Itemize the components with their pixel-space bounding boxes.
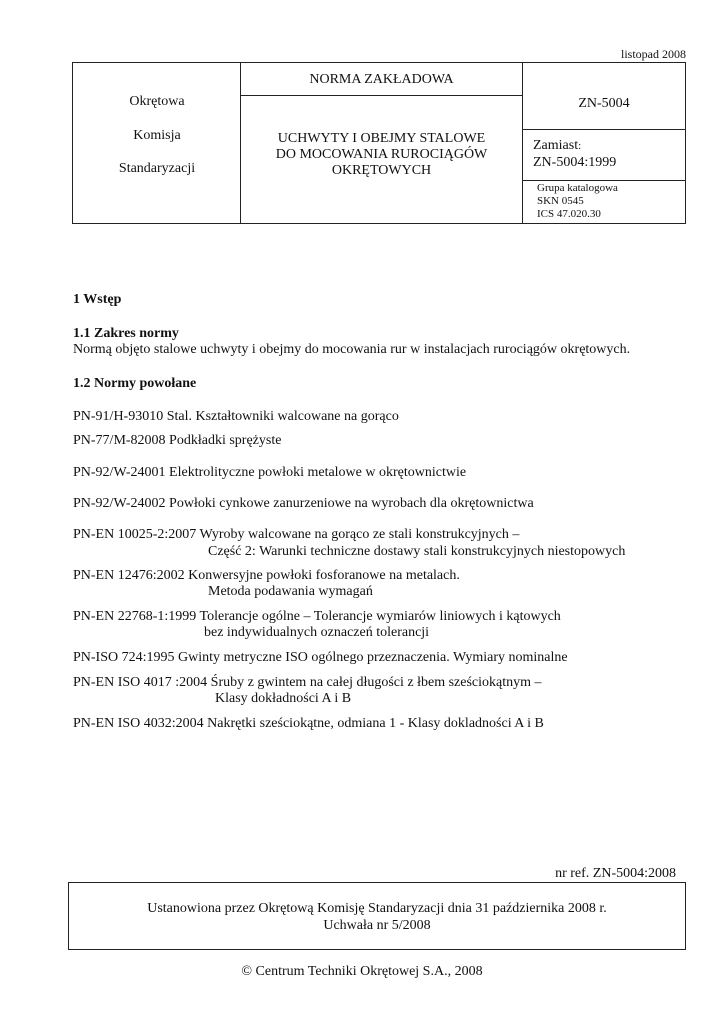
norma-label: NORMA ZAKŁADOWA <box>241 63 522 96</box>
norm-reference: PN-EN 22768-1:1999 Tolerancje ogólne – Tolerancje wymiarów liniowych i kątowych <box>73 609 561 624</box>
catalog-skn: SKN 0545 <box>537 195 584 207</box>
document-title-line: UCHWYTY I OBEJMY STALOWE <box>277 131 486 146</box>
norm-reference: PN-91/H-93010 Stal. Kształtowniki walcowane na gorąco <box>73 409 399 424</box>
organization-cell <box>73 63 241 223</box>
approval-box <box>68 882 686 950</box>
norm-reference: PN-77/M-82008 Podkładki sprężyste <box>73 433 282 448</box>
replaces-label: Zamiast: <box>533 138 582 153</box>
norm-reference: PN-ISO 724:1995 Gwinty metryczne ISO ogólnego przeznaczenia. Wymiary nominalne <box>73 650 568 665</box>
catalog-group-label: Grupa katalogowa <box>537 182 618 194</box>
norm-reference-continuation: Metoda podawania wymagań <box>208 584 373 599</box>
title-cell <box>241 63 523 223</box>
scope-text: Normą objęto stalowe uchwyty i obejmy do mocowania rur w instalacjach rurociągów okrętowych. <box>73 342 631 357</box>
document-title-line: DO MOCOWANIA RUROCIĄGÓW <box>275 147 488 162</box>
reference-number: nr ref. ZN-5004:2008 <box>555 866 676 881</box>
approval-line: Ustanowiona przez Okrętową Komisję Standaryzacji dnia 31 października 2008 r. <box>147 901 607 916</box>
replaces-box <box>523 129 685 181</box>
catalog-ics: ICS 47.020.30 <box>537 208 601 220</box>
copyright: © Centrum Techniki Okrętowej S.A., 2008 <box>241 964 483 979</box>
norm-reference: PN-EN 10025-2:2007 Wyroby walcowane na gorąco ze stali konstrukcyjnych – <box>73 527 520 542</box>
norm-reference: PN-92/W-24001 Elektrolityczne powłoki metalowe w okrętownictwie <box>73 465 467 480</box>
norm-reference: PN-EN ISO 4032:2004 Nakrętki sześciokątne, odmiana 1 - Klasy dokladności A i B <box>73 716 544 731</box>
norm-reference-continuation: bez indywidualnych oznaczeń tolerancji <box>204 625 430 640</box>
organization-line: Standaryzacji <box>118 161 196 176</box>
norm-reference-continuation: Klasy dokładności A i B <box>215 691 352 706</box>
norm-reference: PN-EN ISO 4017 :2004 Śruby z gwintem na całej długości z łbem sześciokątnym – <box>73 675 542 690</box>
replaces-value: ZN-5004:1999 <box>533 155 617 170</box>
section-heading: 1.1 Zakres normy <box>73 326 179 341</box>
norm-reference: PN-92/W-24002 Powłoki cynkowe zanurzeniowe na wyrobach dla okrętownictwa <box>73 496 534 511</box>
section-heading: 1 Wstęp <box>73 292 122 307</box>
document-title-line: OKRĘTOWYCH <box>331 163 432 178</box>
resolution-line: Uchwała nr 5/2008 <box>323 918 431 933</box>
number-cell <box>523 63 685 223</box>
norm-reference-continuation: Część 2: Warunki techniczne dostawy stali konstrukcyjnych niestopowych <box>208 544 626 559</box>
header-table <box>72 62 686 224</box>
document-date: listopad 2008 <box>621 47 686 61</box>
norm-reference: PN-EN 12476:2002 Konwersyjne powłoki fosforanowe na metalach. <box>73 568 460 583</box>
organization-line: Okrętowa <box>129 94 185 109</box>
organization-line: Komisja <box>133 128 181 143</box>
section-heading: 1.2 Normy powołane <box>73 376 197 391</box>
norm-number: ZN-5004 <box>523 63 685 130</box>
